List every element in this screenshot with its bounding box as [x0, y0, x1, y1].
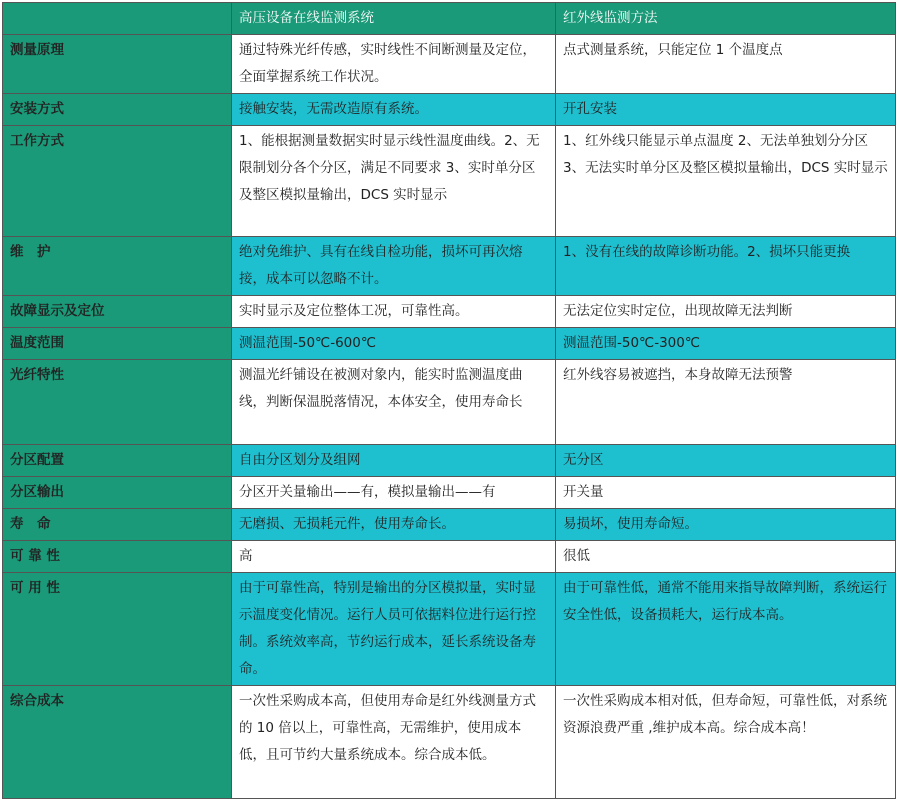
row-label: 温度范围	[3, 328, 232, 360]
row-label: 分区配置	[3, 445, 232, 477]
table-row	[3, 686, 896, 799]
row-label: 光纤特性	[3, 360, 232, 445]
table-row	[3, 296, 896, 328]
online-system-cell: 1、能根据测量数据实时显示线性温度曲线。2、无限制划分各个分区，满足不同要求 3、实时单分区及整区模拟量输出，DCS 实时显示	[232, 126, 556, 237]
table-header-row	[3, 3, 896, 35]
online-system-cell: 测温范围-50℃-600℃	[232, 328, 556, 360]
row-label: 工作方式	[3, 126, 232, 237]
infrared-cell: 无法定位实时定位，出现故障无法判断	[556, 296, 896, 328]
online-system-cell: 实时显示及定位整体工况，可靠性高。	[232, 296, 556, 328]
table-row	[3, 445, 896, 477]
table-row	[3, 477, 896, 509]
table-row	[3, 360, 896, 445]
infrared-cell: 测温范围-50℃-300℃	[556, 328, 896, 360]
row-label: 可 靠 性	[3, 541, 232, 573]
online-system-cell: 测温光纤铺设在被测对象内，能实时监测温度曲线，判断保温脱落情况，本体安全，使用寿命长	[232, 360, 556, 445]
row-label: 综合成本	[3, 686, 232, 799]
row-label: 安装方式	[3, 94, 232, 126]
online-system-cell: 接触安装，无需改造原有系统。	[232, 94, 556, 126]
infrared-cell: 无分区	[556, 445, 896, 477]
infrared-cell: 1、红外线只能显示单点温度 2、无法单独划分分区 3、无法实时单分区及整区模拟量输出，DCS 实时显示	[556, 126, 896, 237]
online-system-cell: 自由分区划分及组网	[232, 445, 556, 477]
online-system-cell: 分区开关量输出——有，模拟量输出——有	[232, 477, 556, 509]
table-row	[3, 35, 896, 94]
row-label: 寿 命	[3, 509, 232, 541]
online-system-cell: 一次性采购成本高，但使用寿命是红外线测量方式的 10 倍以上，可靠性高，无需维护，使用成本低，且可节约大量系统成本。综合成本低。	[232, 686, 556, 799]
online-system-cell: 高	[232, 541, 556, 573]
table-row	[3, 237, 896, 296]
infrared-cell: 由于可靠性低，通常不能用来指导故障判断，系统运行安全性低，设备损耗大，运行成本高。	[556, 573, 896, 686]
table-row	[3, 126, 896, 237]
infrared-cell: 开关量	[556, 477, 896, 509]
infrared-cell: 点式测量系统，只能定位 1 个温度点	[556, 35, 896, 94]
infrared-cell: 一次性采购成本相对低，但寿命短，可靠性低，对系统资源浪费严重 ,维护成本高。综合成本高！	[556, 686, 896, 799]
table-row	[3, 94, 896, 126]
header-cell-infrared-method: 红外线监测方法	[556, 3, 896, 35]
online-system-cell: 无磨损、无损耗元件，使用寿命长。	[232, 509, 556, 541]
infrared-cell: 开孔安装	[556, 94, 896, 126]
online-system-cell: 由于可靠性高，特别是输出的分区模拟量，实时显示温度变化情况。运行人员可依据料位进行运行控制。系统效率高，节约运行成本，延长系统设备寿命。	[232, 573, 556, 686]
comparison-table	[2, 2, 896, 799]
row-label: 维 护	[3, 237, 232, 296]
row-label: 分区输出	[3, 477, 232, 509]
infrared-cell: 1、没有在线的故障诊断功能。2、损坏只能更换	[556, 237, 896, 296]
header-cell-online-system: 高压设备在线监测系统	[232, 3, 556, 35]
header-cell-empty	[3, 3, 232, 35]
row-label: 故障显示及定位	[3, 296, 232, 328]
infrared-cell: 很低	[556, 541, 896, 573]
infrared-cell: 易损坏，使用寿命短。	[556, 509, 896, 541]
table-row	[3, 541, 896, 573]
infrared-cell: 红外线容易被遮挡，本身故障无法预警	[556, 360, 896, 445]
table-row	[3, 328, 896, 360]
online-system-cell: 绝对免维护、具有在线自检功能，损坏可再次熔接，成本可以忽略不计。	[232, 237, 556, 296]
row-label: 可 用 性	[3, 573, 232, 686]
online-system-cell: 通过特殊光纤传感，实时线性不间断测量及定位，全面掌握系统工作状况。	[232, 35, 556, 94]
table-row	[3, 573, 896, 686]
row-label: 测量原理	[3, 35, 232, 94]
table-row	[3, 509, 896, 541]
